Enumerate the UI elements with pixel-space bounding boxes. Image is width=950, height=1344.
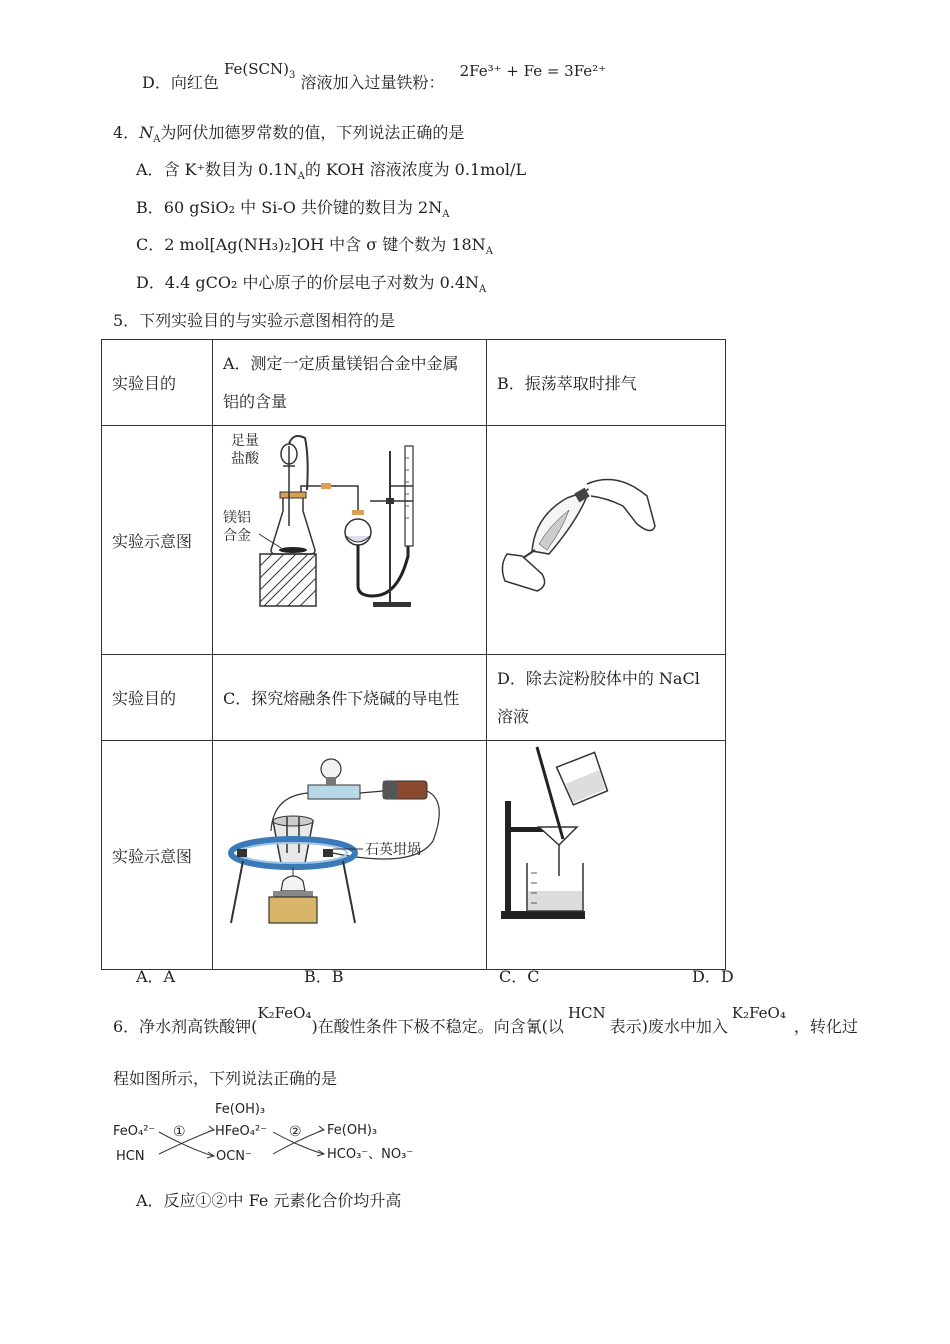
- q3-d-formula: $Fe(SCN)_3$: [223, 60, 296, 81]
- row-label-diagram: 实验示意图: [102, 426, 213, 655]
- scheme-left-top: FeO₄²⁻: [113, 1124, 156, 1139]
- scheme-right-top: Fe(OH)₃: [327, 1123, 378, 1138]
- q4-option-b: B．60 gSiO₂ 中 Si-O 共价键的数目为 $2N_A$: [136, 198, 450, 221]
- q6-k2feo4: K₂FeO₄: [257, 1004, 312, 1022]
- row-label-purpose: 实验目的: [102, 340, 213, 426]
- diagram-c: [213, 741, 487, 970]
- scheme-step2: ②: [289, 1124, 302, 1140]
- filtration-setup: [487, 741, 725, 965]
- q4-option-c: C．2 mol[Ag(NH₃)₂]OH 中含 σ 键个数为 $18N_A$: [136, 235, 493, 258]
- purpose-b: B．振荡萃取时排气: [487, 340, 726, 426]
- q5-stem: 5．下列实验目的与实验示意图相符的是: [113, 311, 396, 330]
- gas-volume-apparatus: [213, 426, 486, 650]
- purpose-d: D．除去淀粉胶体中的 NaCl 溶液: [487, 655, 726, 741]
- scheme-step1: ①: [173, 1124, 186, 1140]
- q3-d-equation: 2Fe³⁺ + Fe = 3Fe²⁺: [459, 62, 607, 80]
- label-alloy-2: 合金: [223, 528, 251, 544]
- diagram-b: [487, 426, 726, 655]
- row-label-purpose-2: 实验目的: [102, 655, 213, 741]
- q4-option-d: D．4.4 gCO₂ 中心原子的价层电子对数为 $0.4N_A$: [136, 273, 487, 296]
- molten-conductivity-setup: [213, 741, 486, 965]
- q3-d-prefix: D．向红色: [142, 73, 219, 92]
- scheme-mid-top2: HFeO₄²⁻: [215, 1124, 268, 1139]
- row-label-diagram-2: 实验示意图: [102, 741, 213, 970]
- q4-stem: 4．$N_A$为阿伏加德罗常数的值，下列说法正确的是: [113, 123, 465, 146]
- scheme-mid-bottom: OCN⁻: [216, 1149, 252, 1164]
- scheme-left-bottom: HCN: [116, 1149, 145, 1164]
- q3-option-d: [142, 60, 607, 92]
- scheme-right-bottom: HCO₃⁻、NO₃⁻: [327, 1147, 414, 1162]
- label-acid-1: 足量: [231, 433, 259, 449]
- q6-stem: 6．净水剂高铁酸钾(K₂FeO₄)在酸性条件下极不稳定。向含氰(以HCN表示)废水中加入K₂FeO₄，转化过: [113, 1004, 858, 1036]
- q5-answer-a[interactable]: A．A: [136, 967, 176, 986]
- diagram-a: [213, 426, 487, 655]
- label-acid-2: 盐酸: [231, 451, 259, 467]
- q3-d-suffix: 溶液加入过量铁粉：: [300, 73, 445, 92]
- experiment-table: [101, 339, 726, 970]
- scheme-mid-top1: Fe(OH)₃: [215, 1102, 266, 1117]
- q6-option-a: A．反应①②中 Fe 元素化合价均升高: [136, 1191, 402, 1210]
- q6-hcn: HCN: [567, 1004, 606, 1022]
- purpose-c: C．探究熔融条件下烧碱的导电性: [213, 655, 487, 741]
- separatory-funnel-shaking: [487, 426, 725, 650]
- label-alloy-1: 镁铝: [223, 510, 251, 526]
- q5-answer-d[interactable]: D．D: [692, 967, 734, 986]
- purpose-a: A．测定一定质量镁铝合金中金属 铝的含量: [213, 340, 487, 426]
- diagram-d: [487, 741, 726, 970]
- q4-option-a: A．含 K⁺数目为 $0.1N_A$的 KOH 溶液浓度为 0.1mol/L: [136, 160, 527, 183]
- label-crucible: 石英坩埚: [365, 842, 421, 858]
- reaction-scheme: [113, 1098, 423, 1168]
- q5-answer-c[interactable]: C．C: [499, 967, 540, 986]
- q5-answer-b[interactable]: B．B: [304, 967, 344, 986]
- q6-stem-line2: 程如图所示，下列说法正确的是: [113, 1069, 338, 1088]
